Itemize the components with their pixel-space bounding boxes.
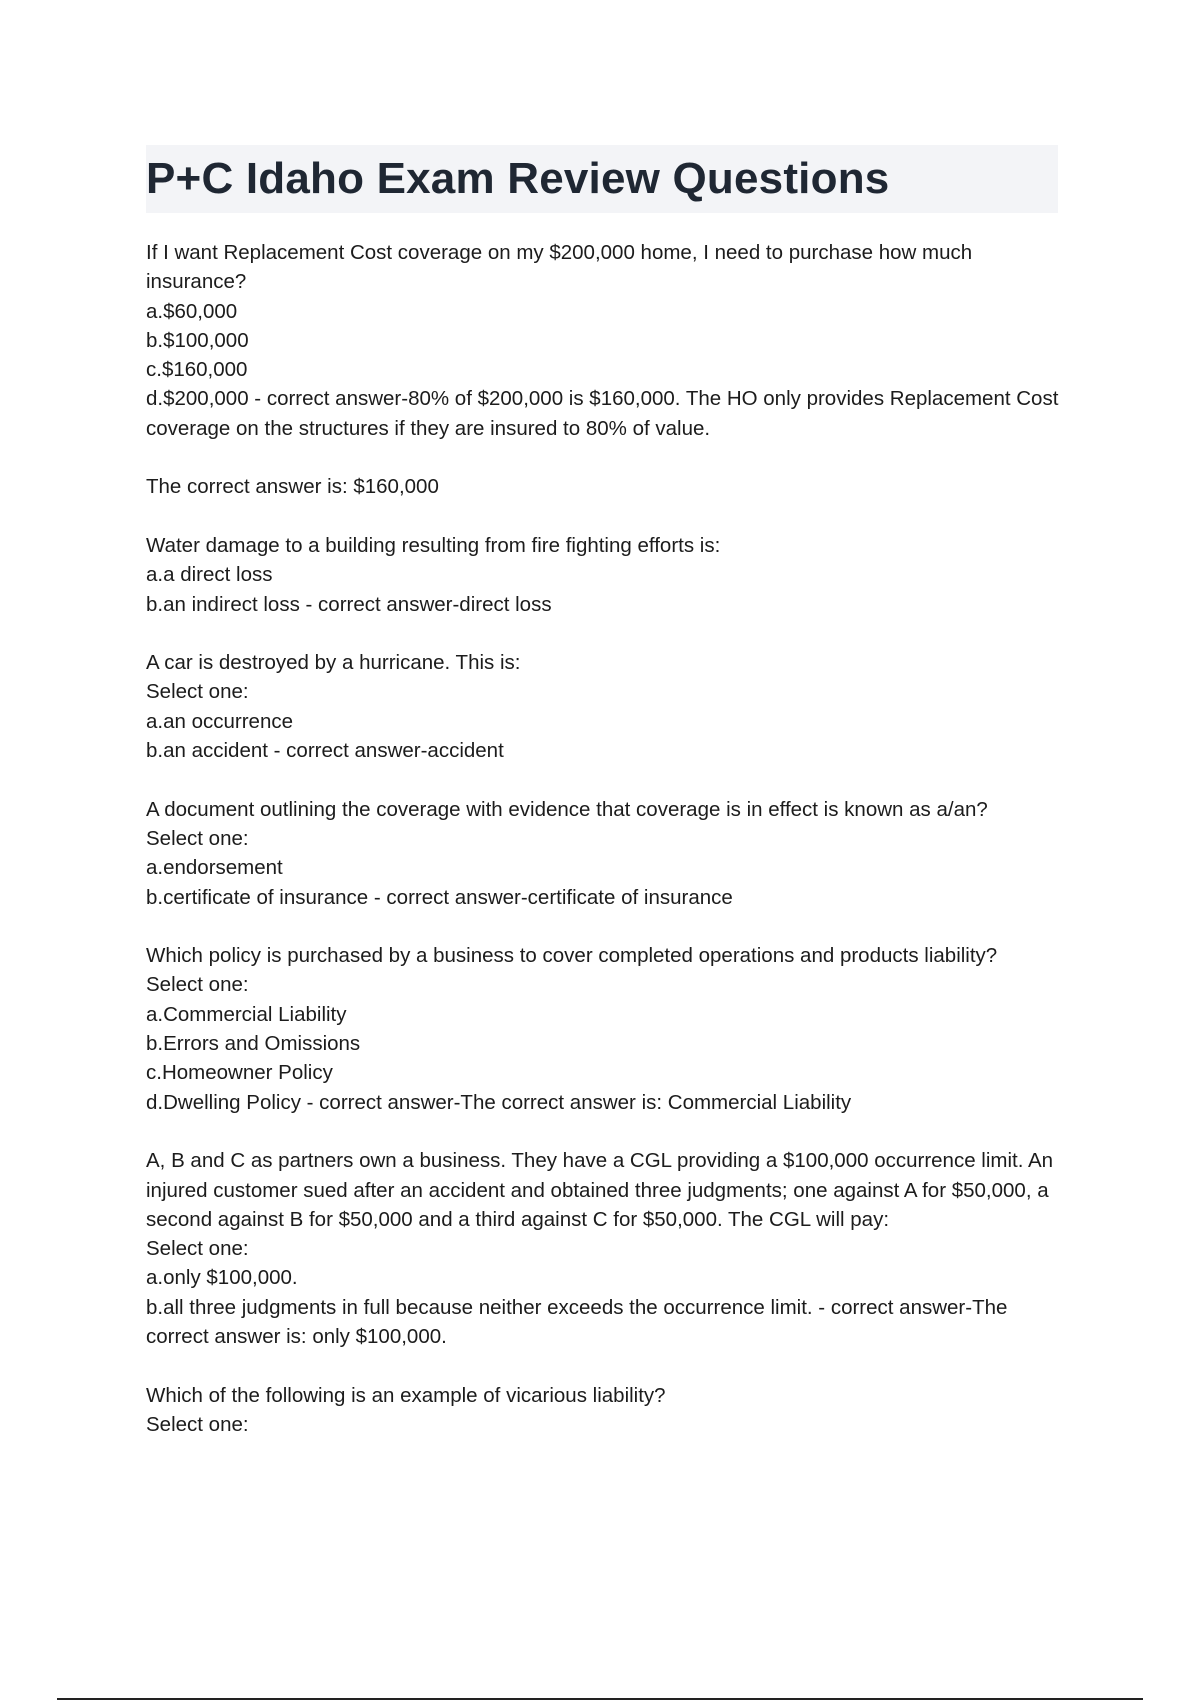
question-block xyxy=(146,531,1061,619)
answer-option: b.certificate of insurance - correct answer-certificate of insurance xyxy=(146,885,733,909)
answer-option: d.Dwelling Policy - correct answer-The correct answer is: Commercial Liability xyxy=(146,1090,852,1114)
correct-answer-text: The correct answer is: $160,000 xyxy=(146,475,439,499)
answer-option: b.$100,000 xyxy=(146,328,249,352)
question-text: A car is destroyed by a hurricane. This is: xyxy=(146,651,521,675)
answer-option: a.$60,000 xyxy=(146,299,238,323)
answer-option: d.$200,000 - correct answer-80% of $200,000 is $160,000. The HO only provides Replacement Cost coverage on the structures if they are insured to 80% of value. xyxy=(146,387,1059,440)
question-block xyxy=(146,795,1061,912)
select-prompt: Select one: xyxy=(146,1412,249,1436)
select-prompt: Select one: xyxy=(146,680,249,704)
document-body xyxy=(146,238,1061,1468)
question-text: Which policy is purchased by a business to cover completed operations and products liability? xyxy=(146,944,998,968)
question-block xyxy=(146,1381,1061,1440)
title-band xyxy=(146,145,1058,213)
answer-option: a.Commercial Liability xyxy=(146,1002,347,1026)
question-text: A, B and C as partners own a business. They have a CGL providing a $100,000 occurrence limit. An injured customer sued after an accident and obtained three judgments; one against A for $50,000, a second against B for $50,000 and a third against C for $50,000. The CGL will pay: xyxy=(146,1149,1054,1231)
answer-option: b.all three judgments in full because neither exceeds the occurrence limit. - correct answer-The correct answer is: only $100,000. xyxy=(146,1295,1008,1348)
answer-option: c.$160,000 xyxy=(146,358,248,382)
question-text: If I want Replacement Cost coverage on my $200,000 home, I need to purchase how much insurance? xyxy=(146,241,973,294)
answer-option: b.an accident - correct answer-accident xyxy=(146,739,504,763)
question-text: Water damage to a building resulting from fire fighting efforts is: xyxy=(146,533,721,557)
answer-option: a.a direct loss xyxy=(146,563,273,587)
answer-option: a.only $100,000. xyxy=(146,1266,298,1290)
select-prompt: Select one: xyxy=(146,826,249,850)
question-block xyxy=(146,1146,1061,1351)
question-text: A document outlining the coverage with evidence that coverage is in effect is known as a/an? xyxy=(146,797,988,821)
select-prompt: Select one: xyxy=(146,1237,249,1261)
select-prompt: Select one: xyxy=(146,973,249,997)
question-block xyxy=(146,238,1061,443)
page-title: P+C Idaho Exam Review Questions xyxy=(146,154,890,203)
answer-option: a.endorsement xyxy=(146,856,283,880)
answer-option: b.an indirect loss - correct answer-direct loss xyxy=(146,592,552,616)
answer-option: a.an occurrence xyxy=(146,709,294,733)
question-block xyxy=(146,941,1061,1117)
answer-option: c.Homeowner Policy xyxy=(146,1061,333,1085)
question-block xyxy=(146,648,1061,765)
answer-note xyxy=(146,472,1061,501)
question-text: Which of the following is an example of vicarious liability? xyxy=(146,1383,666,1407)
answer-option: b.Errors and Omissions xyxy=(146,1032,361,1056)
